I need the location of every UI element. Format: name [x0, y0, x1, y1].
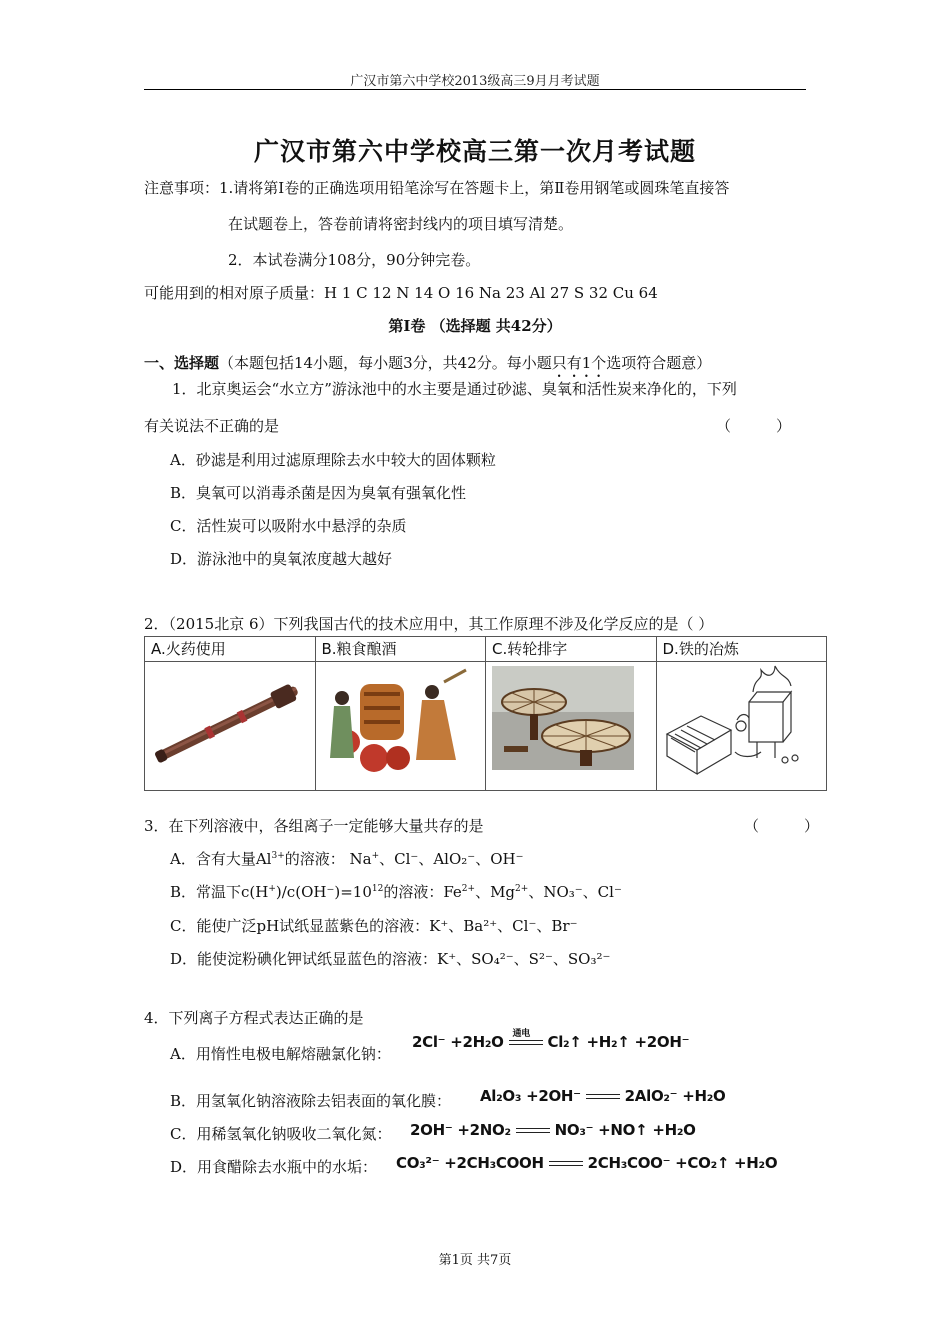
page-footer: 第1页 共7页 [438, 1253, 512, 1268]
equals-sign-icon [586, 1092, 620, 1102]
running-header: 广汉市第六中学校2013级高三9月月考试题 [350, 74, 600, 89]
equals-sign-icon [509, 1028, 543, 1048]
part1-instructions [144, 352, 711, 381]
q3-option-d: D．能使淀粉碘化钾试纸显蓝色的溶液：K⁺、SO₄²⁻、S²⁻、SO₃²⁻ [170, 950, 611, 968]
exam-title: 广汉市第六中学校高三第一次月考试题 [253, 137, 696, 166]
q4-option-d: D．用食醋除去水瓶中的水垢： [170, 1158, 378, 1176]
q4-d-reactants: CO₃²⁻ +2CH₃COOH [396, 1154, 544, 1172]
equals-sign-icon [549, 1159, 583, 1169]
section-title: 第Ⅰ卷 （选择题 共42分） [388, 317, 562, 335]
part1-rule-a: （本题包括14小题，每小题3分，共42分。每小题 [219, 354, 552, 372]
wine-brewing-icon [316, 662, 482, 786]
q2-cell-a-label: A.火药使用 [145, 637, 316, 662]
q1-option-d: D．游泳池中的臭氧浓度越大越好 [170, 550, 393, 568]
q1-option-a: A．砂滤是利用过滤原理除去水中较大的固体颗粒 [170, 451, 496, 469]
q4-option-a [170, 1043, 391, 1064]
header-rule [144, 89, 806, 90]
q4-a-condition: 通电 [512, 1028, 530, 1039]
notice-line-1: 注意事项：1.请将第Ⅰ卷的正确选项用铅笔涂写在答题卡上，第Ⅱ卷用钢笔或圆珠笔直接答 [144, 179, 730, 197]
fire-lance-icon [145, 662, 313, 786]
q2-cell-b-label: B.粮食酿酒 [315, 637, 486, 662]
q2-cell-d-image [656, 662, 827, 791]
q4-d-products: 2CH₃COO⁻ +CO₂↑ +H₂O [587, 1154, 778, 1172]
q4-a-equation [412, 1028, 690, 1051]
notice-line-2: 在试题卷上，答卷前请将密封线内的项目填写清楚。 [228, 215, 574, 233]
q3-option-c: C．能使广泛pH试纸显蓝紫色的溶液：K⁺、Ba²⁺、Cl⁻、Br⁻ [170, 917, 578, 935]
q1-stem-2: 有关说法不正确的是 [144, 417, 280, 435]
q1-option-c: C．活性炭可以吸附水中悬浮的杂质 [170, 517, 407, 535]
q2-cell-d-label: D.铁的冶炼 [656, 637, 827, 662]
q3-option-b [170, 881, 622, 902]
q4-a-text: A．用惰性电极电解熔融氯化钠： [170, 1045, 391, 1063]
q3-a-charge: 3+ [271, 851, 285, 861]
q3-a-text: A．含有大量Al [170, 850, 272, 868]
equals-sign-icon [516, 1126, 550, 1136]
q3-option-a [170, 848, 524, 869]
q3-a-ion-na: 的溶液： Na [284, 850, 372, 868]
q4-b-reactants: Al₂O₃ +2OH⁻ [480, 1087, 581, 1105]
q4-option-c: C．用稀氢氧化钠吸收二氧化氮： [170, 1125, 392, 1143]
q3-b-ions: 、NO₃⁻、Cl⁻ [528, 883, 622, 901]
iron-smelting-icon [657, 662, 807, 786]
q1-stem-1: 1．北京奥运会“水立方”游泳池中的水主要是通过砂滤、臭氧和活性炭来净化的，下列 [172, 380, 737, 398]
q3-b-mg-charge: 2+ [515, 884, 529, 894]
q2-cell-a-image [145, 662, 316, 791]
q3-b-exponent: 12 [371, 884, 384, 894]
q3-answer-paren: （ ） [744, 817, 820, 835]
q1-answer-paren: （ ） [716, 417, 792, 435]
q4-option-b: B．用氢氧化钠溶液除去铝表面的氧化膜： [170, 1092, 452, 1110]
part1-rule-b: 选项符合题意） [606, 354, 712, 372]
part1-rule-emphasis: 只有1个 [551, 354, 607, 372]
atomic-masses: 可能用到的相对原子质量：H 1 C 12 N 14 O 16 Na 23 Al 27 S 32 Cu 64 [144, 284, 658, 302]
rotating-type-wheel-icon [486, 662, 658, 786]
q3-b-h-charge: + [268, 884, 276, 894]
q2-cell-c-image [486, 662, 657, 791]
q3-b-text: B．常温下c(H [170, 883, 269, 901]
q1-option-b: B．臭氧可以消毒杀菌是因为臭氧有强氧化性 [170, 484, 467, 502]
q3-b-ion-fe: 的溶液：Fe [383, 883, 462, 901]
q2-cell-c-label: C.转轮排字 [486, 637, 657, 662]
q4-a-reactants: 2Cl⁻ +2H₂O [412, 1033, 504, 1051]
q3-b-fe-charge: 2+ [461, 884, 476, 894]
q2-cell-b-image [315, 662, 486, 791]
part1-heading: 一、选择题 [144, 354, 220, 372]
notice-line-3: 2．本试卷满分108分，90分钟完卷。 [228, 251, 481, 269]
q3-stem: 3．在下列溶液中，各组离子一定能够大量共存的是 [144, 817, 484, 835]
q3-a-na-charge: + [371, 851, 380, 861]
q4-d-equation [396, 1154, 777, 1172]
q4-c-equation [410, 1121, 696, 1139]
q4-c-products: NO₃⁻ +NO↑ +H₂O [554, 1121, 696, 1139]
q3-b-ratio: )/c(OH⁻)=10 [275, 883, 372, 901]
q4-stem: 4．下列离子方程式表达正确的是 [144, 1009, 364, 1027]
q2-option-table [144, 636, 827, 791]
q4-c-reactants: 2OH⁻ +2NO₂ [410, 1121, 511, 1139]
q2-stem: 2．（2015北京 6）下列我国古代的技术应用中，其工作原理不涉及化学反应的是（ ） [144, 615, 714, 633]
q3-b-ion-mg: 、Mg [475, 883, 516, 901]
q4-b-equation [480, 1087, 725, 1105]
q3-a-ions: 、Cl⁻、AlO₂⁻、OH⁻ [379, 850, 524, 868]
q4-a-products: Cl₂↑ +H₂↑ +2OH⁻ [547, 1033, 690, 1051]
q4-b-products: 2AlO₂⁻ +H₂O [624, 1087, 726, 1105]
